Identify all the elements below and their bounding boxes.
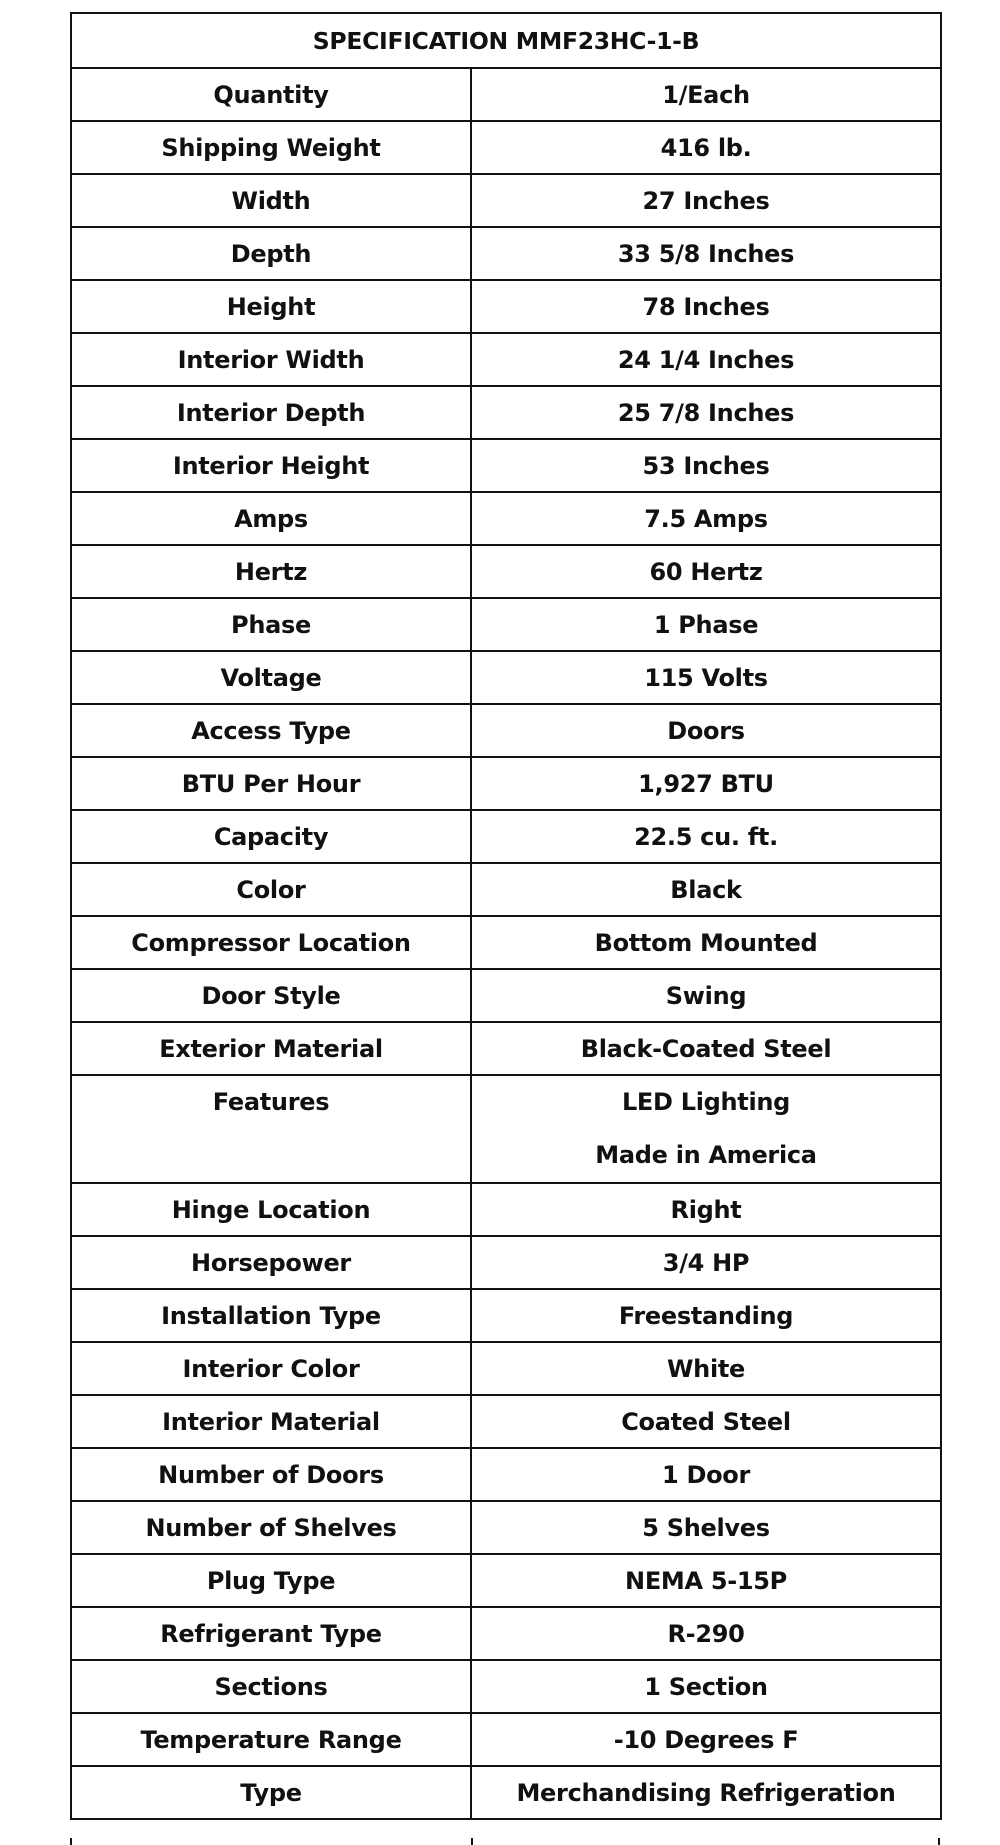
spec-value: 22.5 cu. ft.: [471, 810, 941, 863]
spec-label: Phase: [71, 598, 471, 651]
table-row: [71, 439, 941, 492]
table-row: [71, 1501, 941, 1554]
spec-label: Compressor Location: [71, 916, 471, 969]
table-row: [71, 916, 941, 969]
table-row: [71, 651, 941, 704]
spec-label: Depth: [71, 227, 471, 280]
table-row: [71, 810, 941, 863]
spec-value: 7.5 Amps: [471, 492, 941, 545]
table-row: [71, 545, 941, 598]
spec-label: Interior Height: [71, 439, 471, 492]
spec-value: 1 Door: [471, 1448, 941, 1501]
spec-value: White: [471, 1342, 941, 1395]
spec-value: 3/4 HP: [471, 1236, 941, 1289]
spec-label: Sections: [71, 1660, 471, 1713]
spec-label: Interior Width: [71, 333, 471, 386]
spec-label: Width: [71, 174, 471, 227]
spec-value: -10 Degrees F: [471, 1713, 941, 1766]
table-row: [71, 492, 941, 545]
spec-label: Quantity: [71, 68, 471, 121]
feature-item: LED Lighting: [621, 1088, 791, 1116]
table-continuation-edge: [70, 1838, 940, 1845]
spec-value: Black-Coated Steel: [471, 1022, 941, 1075]
spec-label: Installation Type: [71, 1289, 471, 1342]
spec-label: Shipping Weight: [71, 121, 471, 174]
spec-value: 33 5/8 Inches: [471, 227, 941, 280]
spec-value: Freestanding: [471, 1289, 941, 1342]
table-row: [71, 174, 941, 227]
spec-label: Hertz: [71, 545, 471, 598]
table-body: [71, 68, 941, 1819]
table-row: [71, 386, 941, 439]
spec-label: Amps: [71, 492, 471, 545]
spec-label: Interior Color: [71, 1342, 471, 1395]
spec-value: 416 lb.: [471, 121, 941, 174]
spec-value: NEMA 5-15P: [471, 1554, 941, 1607]
spec-label: Capacity: [71, 810, 471, 863]
spec-label: BTU Per Hour: [71, 757, 471, 810]
table-header-row: [71, 13, 941, 68]
table-row: [71, 1766, 941, 1819]
spec-value: Merchandising Refrigeration: [471, 1766, 941, 1819]
spec-value: 53 Inches: [471, 439, 941, 492]
specification-table: [70, 12, 942, 1820]
table-row: [71, 1660, 941, 1713]
table-row: [71, 1713, 941, 1766]
spec-label: Features: [71, 1075, 471, 1183]
spec-value: 24 1/4 Inches: [471, 333, 941, 386]
spec-label: Refrigerant Type: [71, 1607, 471, 1660]
table-row: [71, 1554, 941, 1607]
spec-label: Type: [71, 1766, 471, 1819]
spec-label: Voltage: [71, 651, 471, 704]
table-row: [71, 863, 941, 916]
feature-item: Made in America: [595, 1141, 817, 1169]
spec-label: Interior Depth: [71, 386, 471, 439]
spec-value: 115 Volts: [471, 651, 941, 704]
spec-value: Doors: [471, 704, 941, 757]
table-row-features: [71, 1075, 941, 1183]
table-row: [71, 227, 941, 280]
spec-label: Access Type: [71, 704, 471, 757]
spec-label: Height: [71, 280, 471, 333]
spec-label: Exterior Material: [71, 1022, 471, 1075]
spec-value: Coated Steel: [471, 1395, 941, 1448]
spec-value: 27 Inches: [471, 174, 941, 227]
table-row: [71, 704, 941, 757]
spec-value: 1/Each: [471, 68, 941, 121]
spec-value: 5 Shelves: [471, 1501, 941, 1554]
spec-label: Hinge Location: [71, 1183, 471, 1236]
column-divider: [471, 1838, 473, 1845]
spec-label: Number of Doors: [71, 1448, 471, 1501]
table-row: [71, 969, 941, 1022]
spec-value: 78 Inches: [471, 280, 941, 333]
table-row: [71, 1022, 941, 1075]
table-row: [71, 1448, 941, 1501]
table-title: SPECIFICATION MMF23HC-1-B: [71, 13, 941, 68]
table-row: [71, 1395, 941, 1448]
spec-value: Swing: [471, 969, 941, 1022]
table-row: [71, 1342, 941, 1395]
table-row: [71, 121, 941, 174]
table-row: [71, 1183, 941, 1236]
spec-label: Temperature Range: [71, 1713, 471, 1766]
spec-label: Interior Material: [71, 1395, 471, 1448]
table-row: [71, 68, 941, 121]
spec-label: Color: [71, 863, 471, 916]
spec-value: Black: [471, 863, 941, 916]
table-row: [71, 757, 941, 810]
spec-label: Plug Type: [71, 1554, 471, 1607]
spec-value: 1,927 BTU: [471, 757, 941, 810]
spec-value: 1 Section: [471, 1660, 941, 1713]
table-row: [71, 1607, 941, 1660]
table-row: [71, 1236, 941, 1289]
table-row: [71, 1289, 941, 1342]
table-row: [71, 280, 941, 333]
spec-value: 25 7/8 Inches: [471, 386, 941, 439]
spec-value: Bottom Mounted: [471, 916, 941, 969]
spec-label: Door Style: [71, 969, 471, 1022]
table-row: [71, 598, 941, 651]
table-row: [71, 333, 941, 386]
spec-value: 60 Hertz: [471, 545, 941, 598]
spec-value: Right: [471, 1183, 941, 1236]
spec-label: Number of Shelves: [71, 1501, 471, 1554]
spec-label: Horsepower: [71, 1236, 471, 1289]
spec-value: R-290: [471, 1607, 941, 1660]
spec-value: 1 Phase: [471, 598, 941, 651]
spec-value-list: [471, 1075, 941, 1183]
